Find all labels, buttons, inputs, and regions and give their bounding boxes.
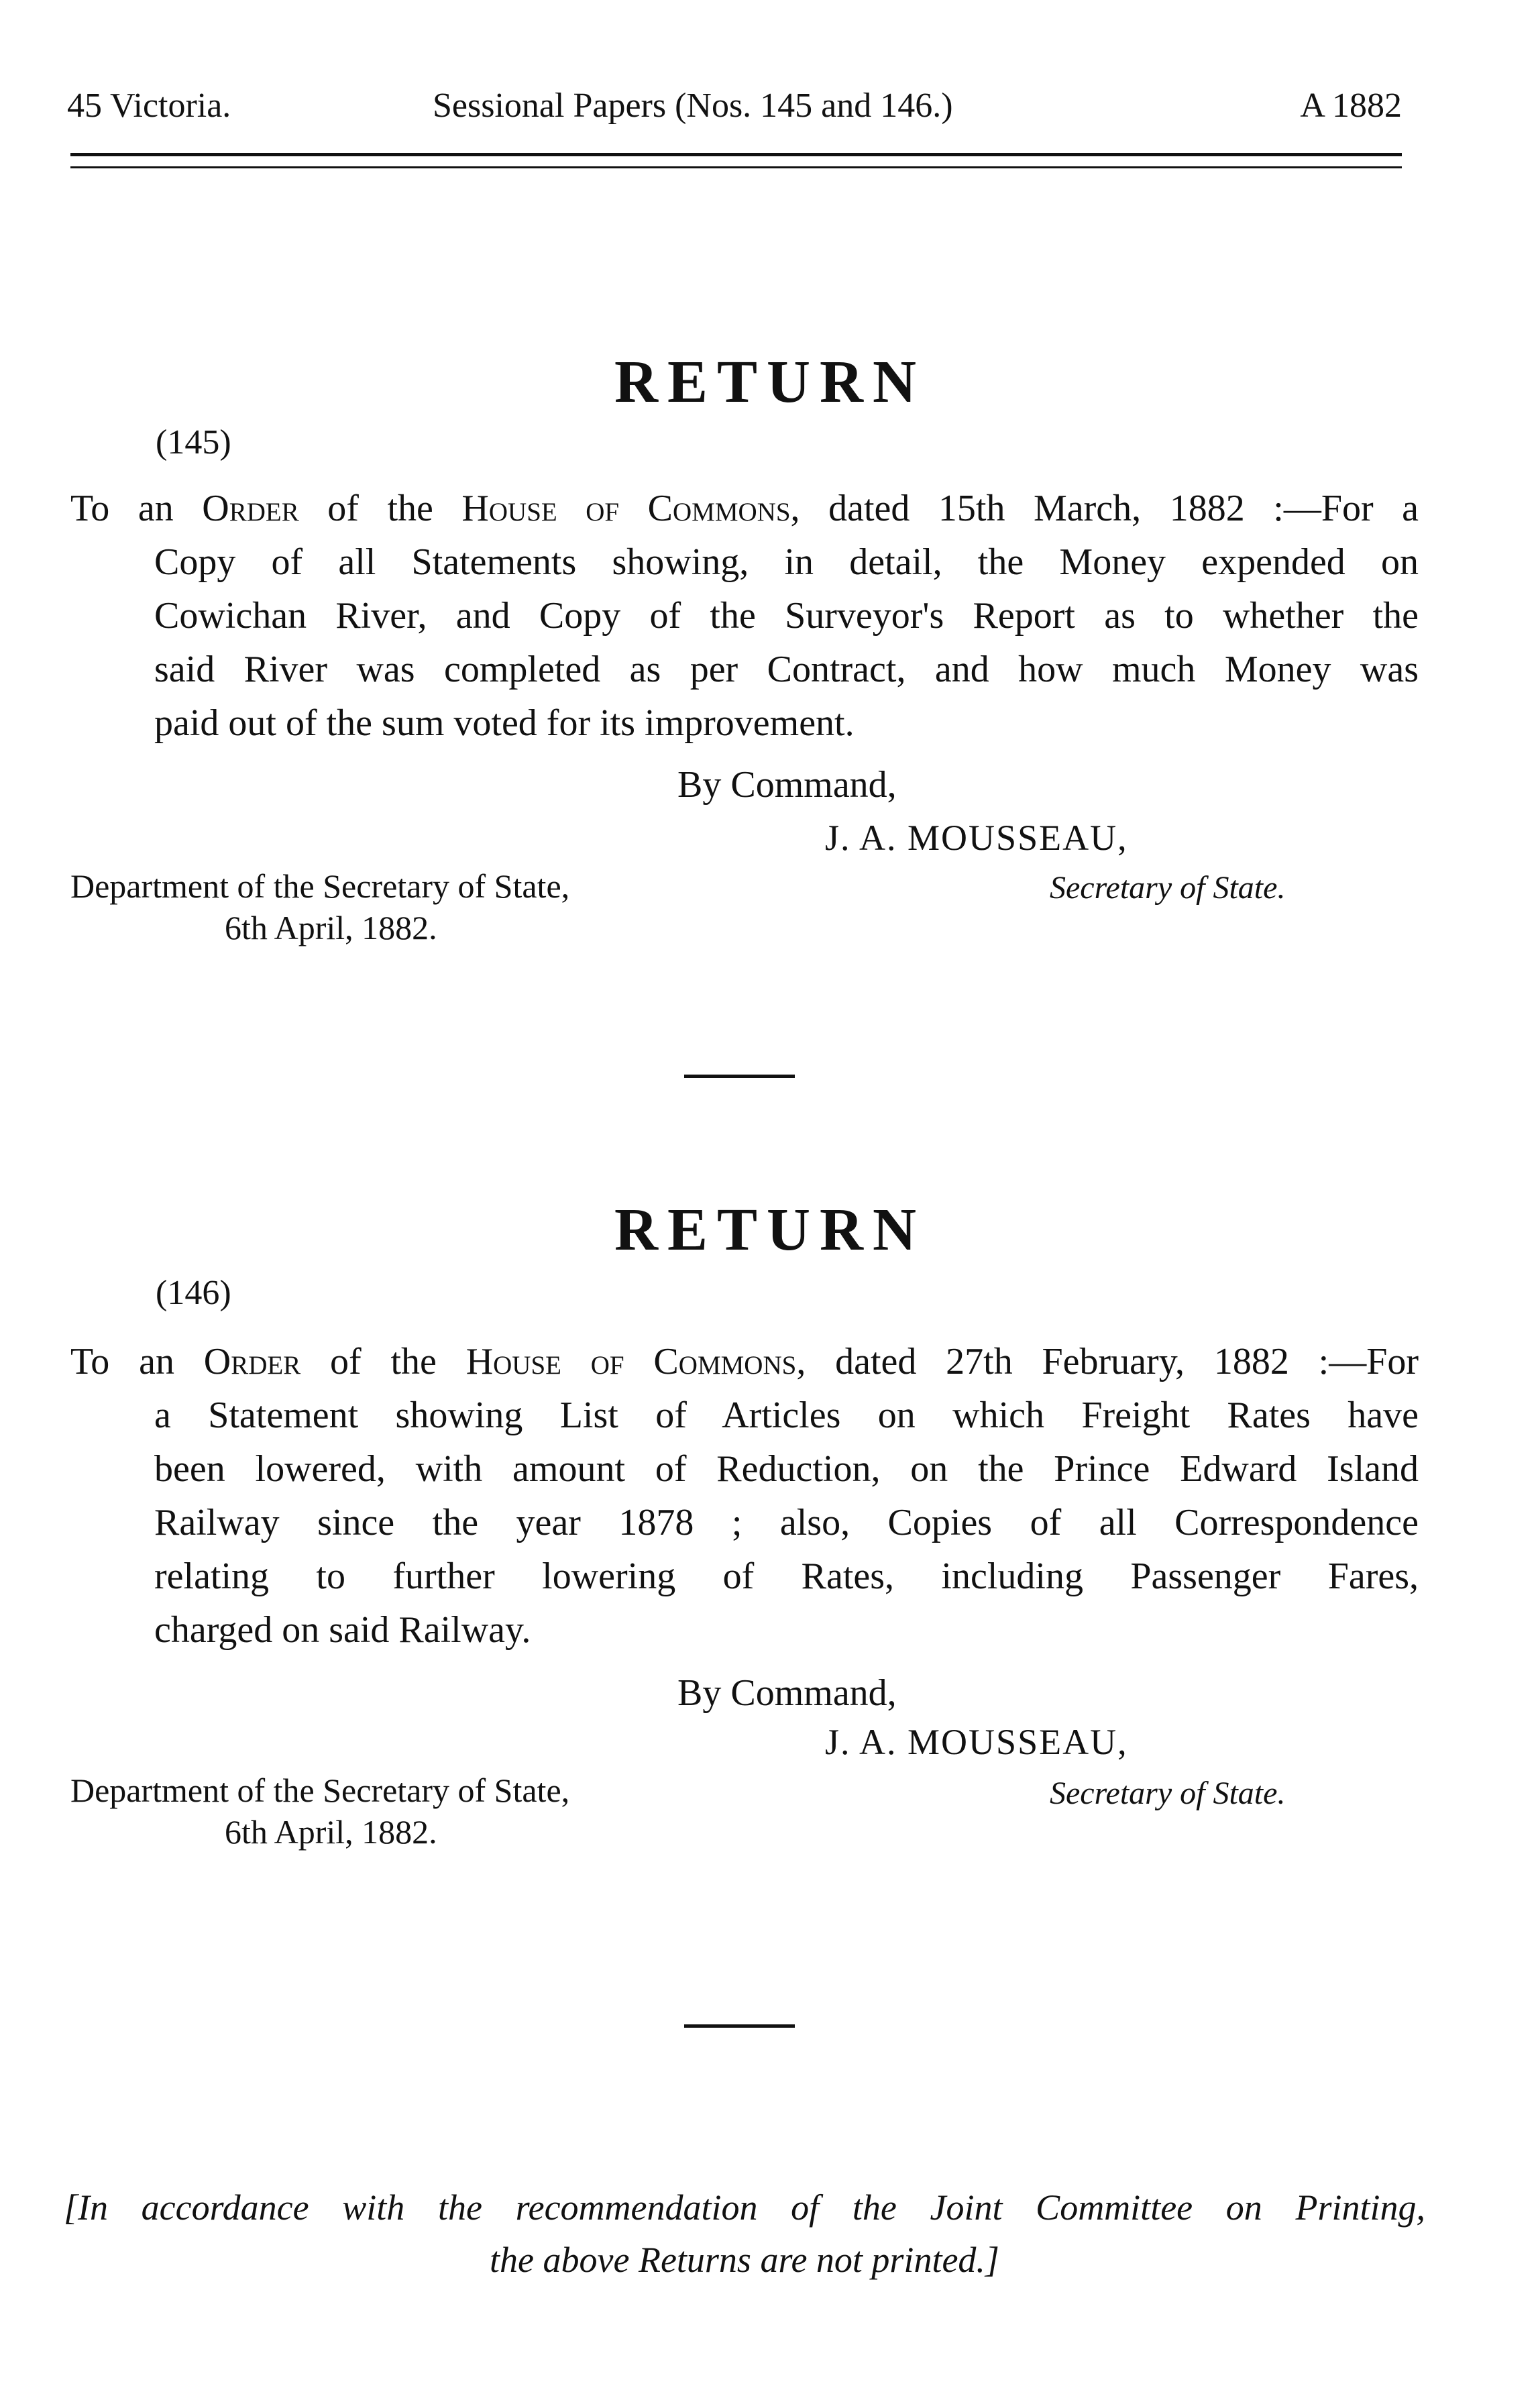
department-date: 6th April, 1882. [225,909,437,946]
order-line: To an Order of the House of Commons, dated 27th February, 1882 :—For [70,1341,1419,1382]
department-name: Department of the Secretary of State, [70,867,570,905]
signatory-title-146: Secretary of State. [1050,1776,1286,1811]
signatory-name-145: J. A. MOUSSEAU, [825,818,1128,858]
order-line: Copy of all Statements showing, in detail, the Money expended on [154,541,1419,583]
order-line: been lowered, with amount of Reduction, on the Prince Edward Island [154,1448,1419,1490]
order-text-145 [70,482,1419,750]
order-line: To an Order of the House of Commons, dated 15th March, 1882 :—For a [70,488,1419,529]
footnote [64,2181,1425,2286]
header-session: 45 Victoria. [67,87,231,125]
header-sessional-papers: Sessional Papers (Nos. 145 and 146.) [433,87,953,125]
return-number-145: (145) [156,423,231,461]
order-line: Railway since the year 1878 ; also, Copies of all Correspondence [154,1502,1419,1543]
footnote-line: [In accordance with the recommendation of the Joint Committee on Printing, [64,2187,1425,2228]
section-divider [684,1075,795,1078]
by-command-146: By Command, [677,1672,897,1714]
signatory-title-145: Secretary of State. [1050,870,1286,906]
department-name: Department of the Secretary of State, [70,1771,570,1809]
department-block-145 [70,865,569,948]
header-year: A 1882 [1300,87,1402,125]
department-block-146 [70,1769,569,1853]
section-divider [684,2024,795,2028]
return-title-145: RETURN [614,349,926,415]
order-line: said River was completed as per Contract, and how much Money was [154,649,1419,690]
department-date: 6th April, 1882. [225,1813,437,1851]
order-line: a Statement showing List of Articles on which Freight Rates have [154,1395,1419,1436]
by-command-145: By Command, [677,764,897,806]
footnote-line: the above Returns are not printed.] [490,2240,999,2280]
return-number-146: (146) [156,1274,231,1312]
return-title-146: RETURN [614,1197,926,1263]
order-line: Cowichan River, and Copy of the Surveyor's Report as to whether the [154,595,1419,637]
order-line: charged on said Railway. [154,1609,531,1651]
order-line: paid out of the sum voted for its improvement. [154,702,855,744]
header-rule-thick [70,153,1402,156]
header-rule-thin [70,166,1402,168]
order-text-146 [70,1335,1419,1657]
running-header [67,79,1402,133]
signatory-name-146: J. A. MOUSSEAU, [825,1722,1128,1762]
order-line: relating to further lowering of Rates, including Passenger Fares, [154,1556,1419,1597]
